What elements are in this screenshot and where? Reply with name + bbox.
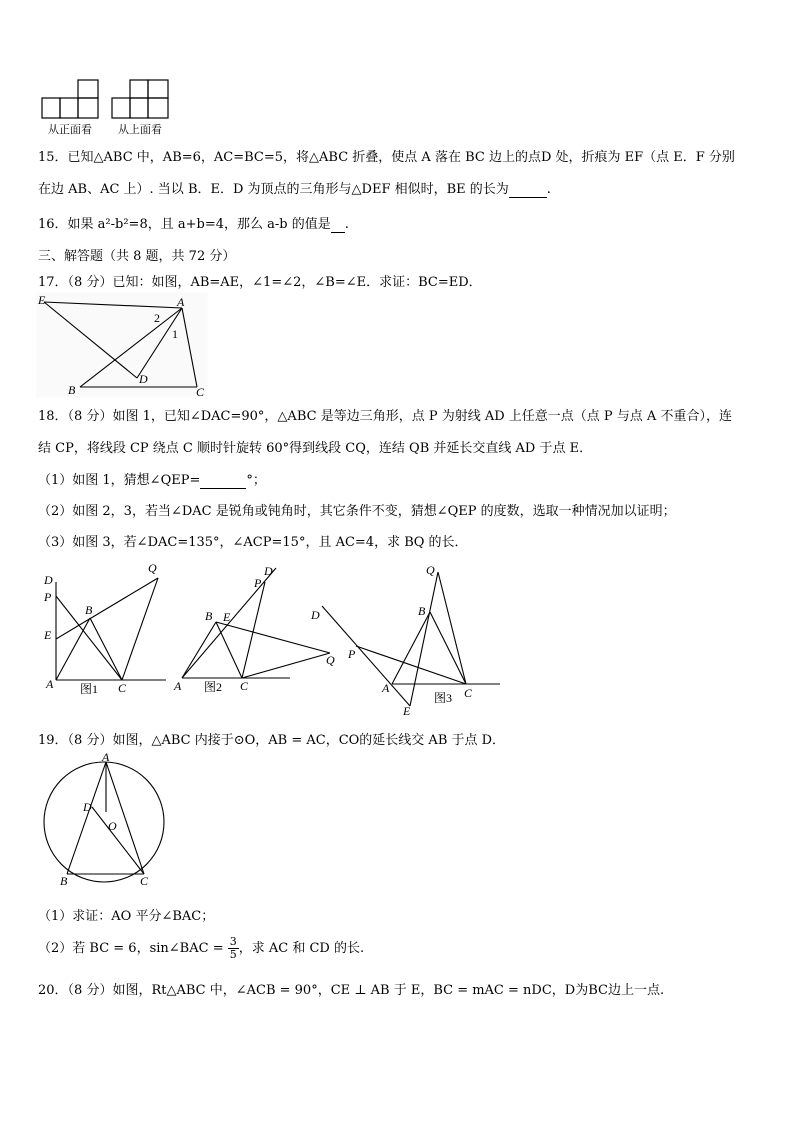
answer-blank [509,182,547,198]
q18-part2: （2）如图 2，3，若当∠DAC 是锐角或钝角时，其它条件不变，猜想∠QEP 的度数，选取一种情况加以证明； [38,504,676,519]
label-B: B [85,603,93,617]
label-O: O [108,819,117,833]
label-Q: Q [426,563,435,577]
label-B: B [418,604,426,618]
figure-caption: 图3 [434,691,453,705]
label-A: A [382,681,390,695]
q18-line2: 结 CP，将线段 CP 绕点 C 顺时针旋转 60°得到线段 CQ，连结 QB 并延长交直线 AD 于点 E． [38,441,593,456]
q15-line2-text: 在边 AB、AC 上）. 当以 B．E．D 为顶点的三角形与△DEF 相似时，BE 的长为 [38,182,509,197]
q18-part1-post: °； [246,473,266,488]
label-P: P [254,576,262,590]
q18-figure-1 [38,560,168,698]
label-B: B [205,609,213,623]
figure-caption: 图1 [80,682,99,696]
label-A: A [102,752,110,764]
q19-part2-post: ，求 AC 和 CD 的长. [238,941,365,956]
front-view-caption: 从正面看 [48,123,92,136]
label-A: A [177,295,185,309]
q19-part1: （1）求证：AO 平分∠BAC； [38,909,215,924]
q18-part1-text: （1）如图 1，猜想∠QEP= [38,473,201,488]
top-view-figure [110,78,172,120]
label-C: C [240,679,249,693]
label-A: A [46,677,54,691]
q19-figure [40,752,168,894]
label-C: C [118,681,127,695]
q15-line1: 15．已知△ABC 中，AB=6，AC=BC=5，将△ABC 折叠，使点 A 落在 BC 边上的点D 处，折痕为 EF（点 E．F 分别 [38,150,735,165]
q15-line2 [38,178,551,198]
q17-figure [36,292,208,398]
label-Q: Q [148,561,157,575]
fraction [228,936,239,961]
label-C: C [140,874,149,888]
q19-part2-text: （2）若 BC = 6，sin∠BAC = [38,941,224,956]
fraction-denominator: 5 [229,948,237,961]
section-title: 三、解答题（共 8 题，共 72 分） [38,249,236,264]
label-1: 1 [172,327,178,341]
label-D: D [139,372,148,386]
label-B: B [68,383,76,397]
q18-figure-3 [308,560,504,720]
label-D: D [44,573,53,587]
label-E: E [223,610,231,624]
fraction-numerator: 3 [229,935,237,948]
label-P: P [44,590,52,604]
answer-blank [331,217,345,233]
q19-text: 19．（8 分）如图，△ABC 内接于⊙O，AB = AC，CO的延长线交 AB 于点 D． [38,733,506,748]
q19-part2 [38,936,364,961]
label-P: P [348,647,356,661]
label-C: C [196,385,205,398]
q18-part3: （3）如图 3，若∠DAC=135°，∠ACP=15°，且 AC=4，求 BQ 的长． [38,535,468,550]
label-2: 2 [154,311,160,325]
label-E: E [44,628,52,642]
label-B: B [60,874,68,888]
q15-end: . [546,182,551,197]
q18-part1 [38,469,266,489]
label-A: A [174,679,182,693]
label-E: E [38,293,46,307]
front-view-figure [40,78,102,120]
label-D: D [311,608,320,622]
label-C: C [464,686,473,700]
q17-text: 17．（8 分）已知：如图，AB=AE，∠1=∠2，∠B=∠E．求证：BC=ED． [38,275,482,290]
q20-text: 20．（8 分）如图，Rt△ABC 中，∠ACB = 90°，CE ⊥ AB 于 E，BC = mAC = nDC，D为BC边上一点. [38,983,665,998]
label-D: D [83,800,92,814]
figure-caption: 图2 [204,680,223,694]
q16-end: . [344,217,349,232]
q18-line1: 18．（8 分）如图 1，已知∠DAC=90°，△ABC 是等边三角形，点 P 为射线 AD 上任意一点（点 P 与点 A 不重合），连 [38,409,732,424]
label-D: D [264,564,273,578]
answer-blank [200,473,246,489]
label-Q: Q [326,653,335,667]
q16-line [38,213,349,233]
top-view-caption: 从上面看 [118,123,162,136]
q16-text: 16．如果 a²-b²=8，且 a+b=4，那么 a-b 的值是 [38,217,331,232]
label-E: E [403,704,411,718]
